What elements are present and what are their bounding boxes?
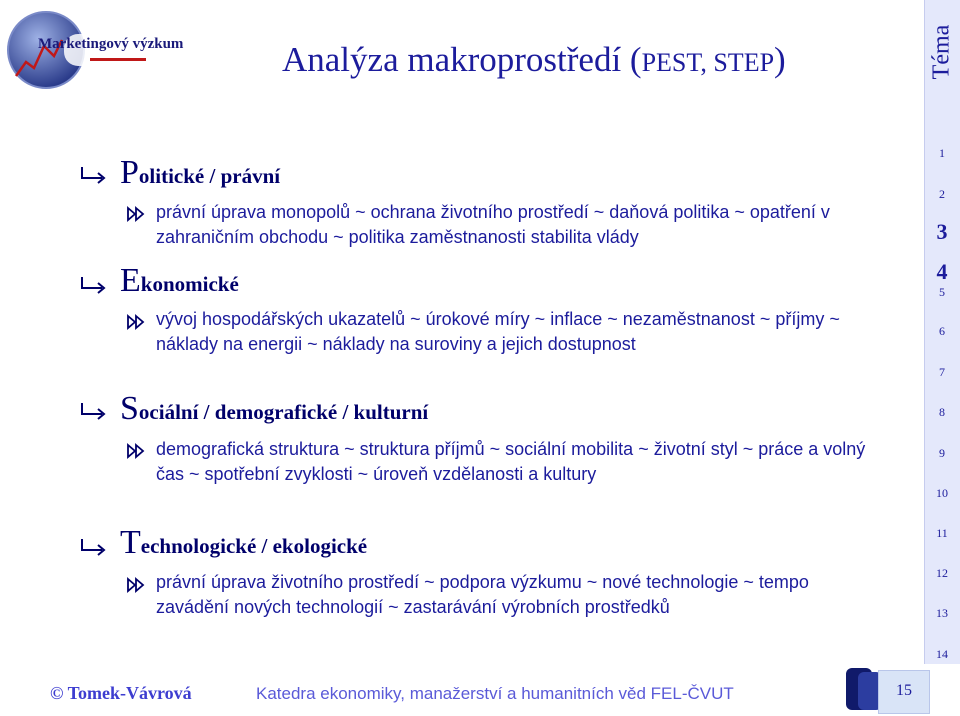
- hook-arrow-icon: [80, 402, 108, 420]
- hook-arrow-icon: [80, 276, 108, 294]
- topic-number-5[interactable]: 5: [939, 285, 945, 299]
- footer-copyright: © Tomek-Vávrová: [50, 683, 192, 703]
- section-text-economic: vývoj hospodářských ukazatelů ~ úrokové míry ~ inflace ~ nezaměstnanost ~ příjmy ~ náklady na energii ~ náklady na suroviny a jejich dostupnost: [156, 309, 840, 354]
- topic-number-8[interactable]: 8: [939, 405, 945, 419]
- section-text-technological: právní úprava životního prostředí ~ podpora výzkumu ~ nové technologie ~ tempo zavádění nových technologií ~ zastarávání výrobních prostředků: [156, 572, 809, 617]
- topic-number-10[interactable]: 10: [936, 486, 948, 500]
- logo: [4, 6, 204, 94]
- section-heading-political: Politické / právní: [120, 154, 281, 191]
- section-text-political: právní úprava monopolů ~ ochrana životního prostředí ~ daňová politika ~ opatření v zahraničním obchodu ~ politika zaměstnanosti stabilita vlády: [156, 202, 830, 247]
- hook-arrow-icon: [80, 166, 108, 184]
- section-heading-social: Sociální / demografické / kulturní: [120, 390, 429, 427]
- topic-number-13[interactable]: 13: [936, 606, 948, 620]
- topic-number-6[interactable]: 6: [939, 324, 945, 338]
- topic-number-4[interactable]: 4: [936, 259, 948, 284]
- title-main: Analýza makroprostředí (: [282, 40, 642, 79]
- logo-text: Marketingový výzkum: [38, 36, 184, 52]
- sidebar-title-text: Téma: [928, 24, 955, 80]
- title-close: ): [774, 40, 786, 79]
- topic-number-2[interactable]: 2: [939, 187, 945, 201]
- double-triangle-bullet-icon: [126, 314, 146, 330]
- double-triangle-bullet-icon: [126, 443, 146, 459]
- footer-department: Katedra ekonomiky, manažerství a humanitních věd FEL-ČVUT: [256, 684, 734, 703]
- section-heading-technological: Technologické / ekologické: [120, 524, 368, 561]
- section-text-social: demografická struktura ~ struktura příjmů ~ sociální mobilita ~ životní styl ~ práce a volný čas ~ spotřební zvyklosti ~ úroveň vzdělanosti a kultury: [156, 439, 866, 484]
- section-heading-economic: Ekonomické: [120, 262, 239, 299]
- page-title: [282, 40, 786, 80]
- sidebar-title: [924, 0, 960, 104]
- title-acronyms: PEST, STEP: [641, 48, 775, 77]
- topic-number-14[interactable]: 14: [936, 647, 948, 661]
- page-number: 15: [896, 682, 912, 699]
- hook-arrow-icon: [80, 538, 108, 556]
- double-triangle-bullet-icon: [126, 206, 146, 222]
- topic-number-12[interactable]: 12: [936, 566, 948, 580]
- double-triangle-bullet-icon: [126, 577, 146, 593]
- topic-number-9[interactable]: 9: [939, 446, 945, 460]
- topic-number-7[interactable]: 7: [939, 365, 945, 379]
- topic-number-1[interactable]: 1: [939, 146, 945, 160]
- topic-number-3[interactable]: 3: [936, 219, 948, 244]
- topic-number-11[interactable]: 11: [936, 526, 948, 540]
